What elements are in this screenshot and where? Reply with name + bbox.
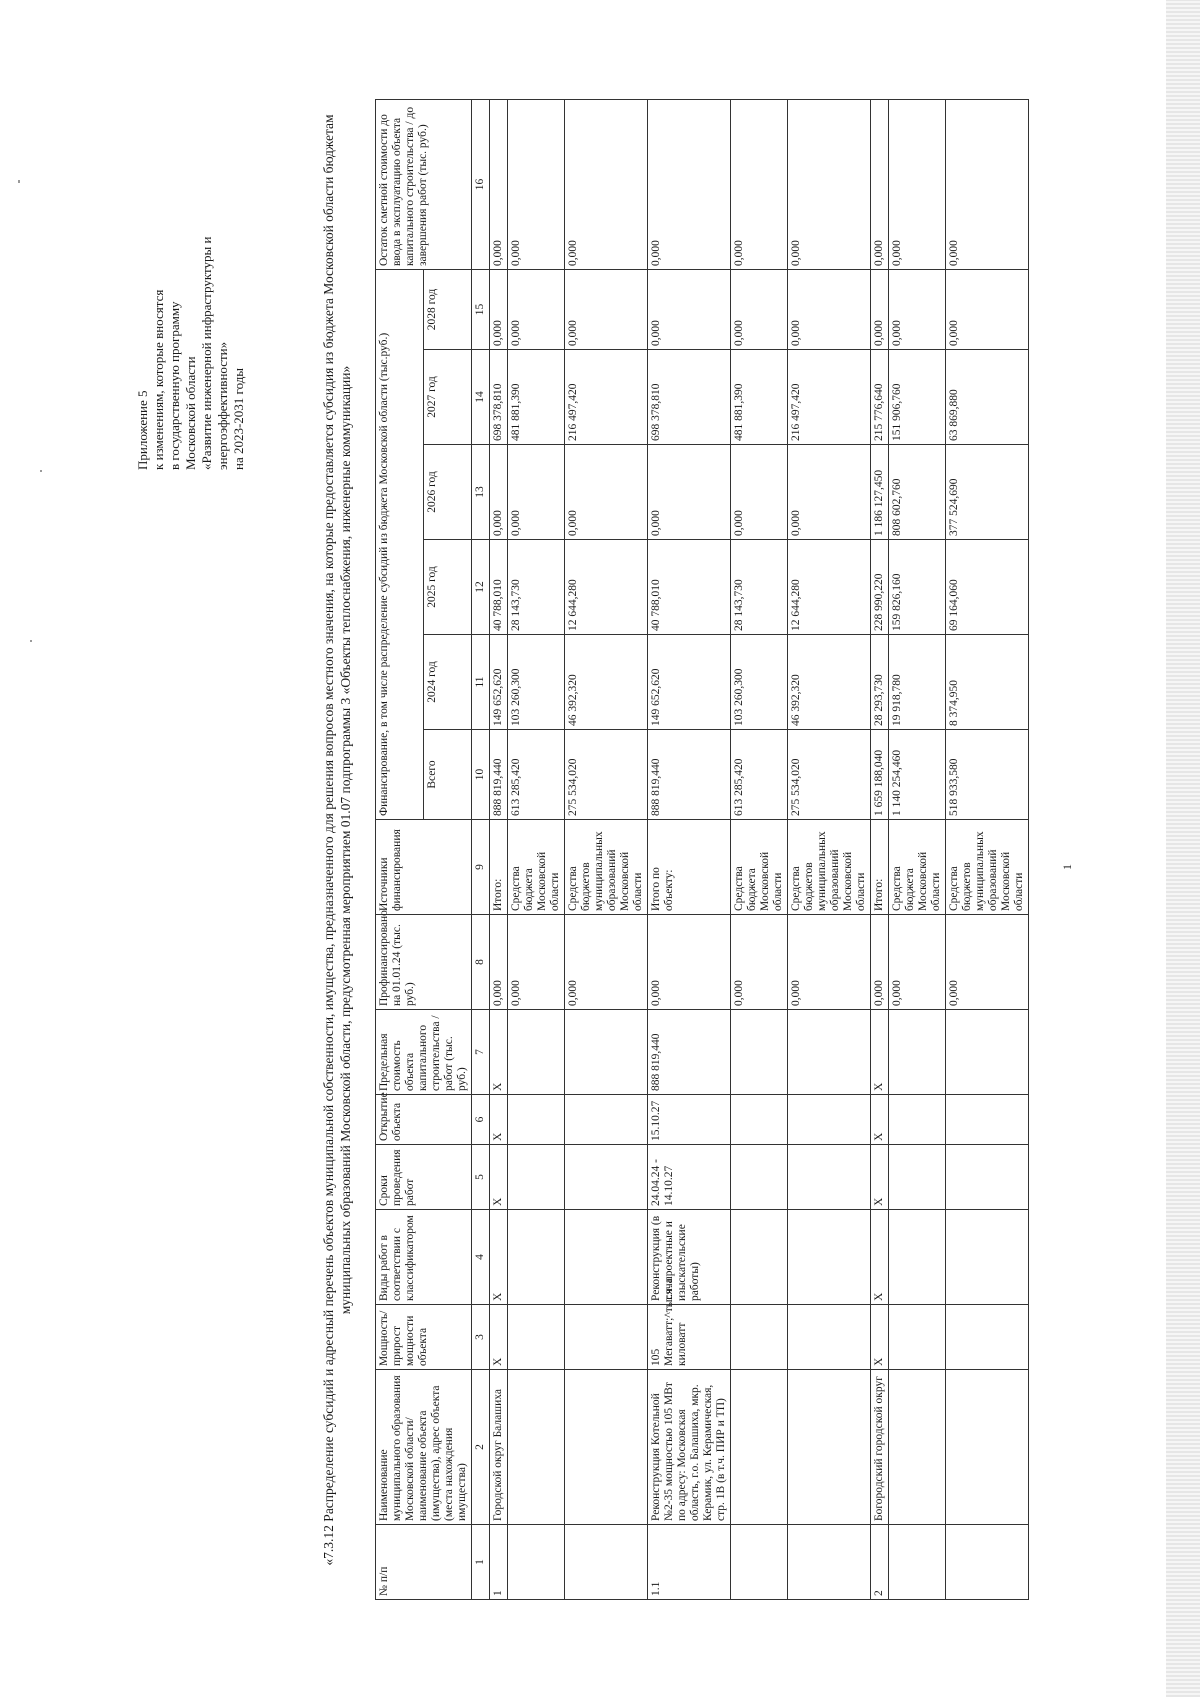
table-row (946, 100, 1029, 1600)
table-cell-n (889, 1525, 946, 1600)
table-cell-n: 1.1 (648, 1525, 731, 1600)
column-number-cell: 5 (472, 1145, 490, 1210)
table-cell-y2027: 698 378,810 (490, 350, 508, 445)
subsidy-table (375, 99, 1029, 1600)
table-cell-n (508, 1525, 565, 1600)
column-number-cell: 15 (472, 270, 490, 350)
column-number-cell: 8 (472, 915, 490, 1010)
table-cell-limit (889, 1010, 946, 1095)
table-cell-rest: 0,000 (648, 100, 731, 270)
table-cell-cap: Х (871, 1305, 889, 1370)
table-cell-y2025: 28 143,730 (731, 540, 788, 635)
header-cell: Источники финансирования (376, 820, 472, 915)
table-cell-terms: Х (871, 1145, 889, 1210)
table-cell-y2028: 0,000 (648, 270, 731, 350)
header-cell: Остаток сметной стоимости до ввода в эксплуатацию объекта капитального строительства / до завершения работ (тыс. руб.) (376, 100, 472, 270)
table-cell-src: Средства бюджета Московской области (508, 820, 565, 915)
table-cell-y2027: 481 881,390 (731, 350, 788, 445)
table-cell-y2027: 215 776,640 (871, 350, 889, 445)
table-cell-limit (731, 1010, 788, 1095)
table-cell-limit (946, 1010, 1029, 1095)
table-cell-works: Реконструкция (в т.ч. проектные и изыскательские работы) (648, 1210, 731, 1305)
table-cell-terms (889, 1145, 946, 1210)
title-line: «7.3.12 Распределение субсидий и адресный перечень объектов муниципальной собственности, имущества, предназначенного для решения вопросов местного значения, на которые предоставляется субсидия из бюджета Московской области бюджетам (321, 114, 336, 1566)
header-cell: Виды работ в соответствии с классификатором (376, 1210, 472, 1305)
table-cell-open (889, 1095, 946, 1145)
table-cell-name (731, 1370, 788, 1525)
header-cell: 2026 год (424, 445, 472, 540)
table-body (490, 100, 1029, 1600)
table-cell-name (788, 1370, 871, 1525)
table-cell-y2025: 69 164,060 (946, 540, 1029, 635)
header-cell: 2024 год (424, 635, 472, 730)
table-cell-terms (508, 1145, 565, 1210)
table-cell-n (788, 1525, 871, 1600)
table-cell-total: 613 285,420 (731, 730, 788, 820)
table-cell-terms: 24.04.24 - 14.10.27 (648, 1145, 731, 1210)
table-cell-y2024: 46 392,320 (788, 635, 871, 730)
table-cell-terms (565, 1145, 648, 1210)
column-number-cell: 6 (472, 1095, 490, 1145)
table-cell-y2028: 0,000 (731, 270, 788, 350)
table-cell-y2028: 0,000 (889, 270, 946, 350)
table-cell-name (946, 1370, 1029, 1525)
scan-edge (1166, 0, 1200, 1697)
table-cell-works: Х (490, 1210, 508, 1305)
table-cell-y2024: 149 652,620 (490, 635, 508, 730)
header-group-cell: Финансирование, в том числе распределение субсидий из бюджета Московской области (тыс.руб.) (376, 270, 424, 820)
table-cell-y2027: 63 869,880 (946, 350, 1029, 445)
table-cell-financed: 0,000 (889, 915, 946, 1010)
table-cell-y2026: 0,000 (731, 445, 788, 540)
table-cell-n: 2 (871, 1525, 889, 1600)
appendix-line: на 2023-2031 годы (231, 367, 246, 470)
table-cell-name: Реконструкция Котельной №2-35 мощностью 105 МВт по адресу: Московская область, г.о. Балашиха, мкр. Керамик, ул. Керамическая, стр. 1В (в т.ч. ПИР и ТП) (648, 1370, 731, 1525)
column-number-cell: 12 (472, 540, 490, 635)
table-cell-rest: 0,000 (946, 100, 1029, 270)
table-cell-src: Итого: (871, 820, 889, 915)
table-cell-y2024: 103 260,300 (731, 635, 788, 730)
table-cell-cap: Х (490, 1305, 508, 1370)
table-row (889, 100, 946, 1600)
table-cell-y2026: 0,000 (508, 445, 565, 540)
table-cell-cap (788, 1305, 871, 1370)
table-cell-rest: 0,000 (565, 100, 648, 270)
table-cell-src: Средства бюджетов муниципальных образований Московской области (565, 820, 648, 915)
table-cell-name: Богородский городской округ (871, 1370, 889, 1525)
column-number-cell: 14 (472, 350, 490, 445)
column-number-cell: 16 (472, 100, 490, 270)
table-cell-y2025: 40 788,010 (648, 540, 731, 635)
table-cell-cap (946, 1305, 1029, 1370)
table-cell-total: 275 534,020 (788, 730, 871, 820)
table-cell-y2027: 216 497,420 (565, 350, 648, 445)
table-cell-limit (788, 1010, 871, 1095)
table-cell-works (565, 1210, 648, 1305)
table-row (871, 100, 889, 1600)
rotated-document-page (60, 60, 1100, 1640)
table-cell-total: 613 285,420 (508, 730, 565, 820)
table-cell-cap (731, 1305, 788, 1370)
table-cell-works (788, 1210, 871, 1305)
table-cell-y2024: 103 260,300 (508, 635, 565, 730)
table-cell-rest: 0,000 (508, 100, 565, 270)
table-cell-y2024: 28 293,730 (871, 635, 889, 730)
table-cell-total: 888 819,440 (490, 730, 508, 820)
table-cell-cap (508, 1305, 565, 1370)
table-cell-src: Средства бюджета Московской области (731, 820, 788, 915)
table-cell-cap (889, 1305, 946, 1370)
column-number-cell: 1 (472, 1525, 490, 1600)
table-cell-financed: 0,000 (565, 915, 648, 1010)
column-number-cell: 11 (472, 635, 490, 730)
table-cell-name: Городской округ Балашиха (490, 1370, 508, 1525)
table-cell-name (565, 1370, 648, 1525)
table-cell-financed: 0,000 (871, 915, 889, 1010)
table-row (565, 100, 648, 1600)
table-cell-y2028: 0,000 (565, 270, 648, 350)
table-cell-y2028: 0,000 (788, 270, 871, 350)
header-cell: Всего (424, 730, 472, 820)
table-cell-open (788, 1095, 871, 1145)
table-cell-y2028: 0,000 (490, 270, 508, 350)
appendix-line: в государственную программу (167, 301, 182, 470)
table-cell-financed: 0,000 (648, 915, 731, 1010)
scan-speck (18, 180, 20, 183)
table-cell-y2027: 216 497,420 (788, 350, 871, 445)
table-cell-financed: 0,000 (490, 915, 508, 1010)
table-cell-limit: 888 819,440 (648, 1010, 731, 1095)
table-cell-terms (731, 1145, 788, 1210)
column-number-cell: 4 (472, 1210, 490, 1305)
table-cell-y2026: 377 524,690 (946, 445, 1029, 540)
table-cell-n (731, 1525, 788, 1600)
table-cell-open (946, 1095, 1029, 1145)
table-cell-y2025: 12 644,280 (788, 540, 871, 635)
appendix-note (135, 90, 247, 470)
table-cell-src: Средства бюджетов муниципальных образований Московской области (788, 820, 871, 915)
table-cell-y2028: 0,000 (508, 270, 565, 350)
table-cell-y2024: 19 918,780 (889, 635, 946, 730)
scan-speck (40, 470, 42, 472)
table-cell-name (889, 1370, 946, 1525)
header-cell: Наименование муниципального образования Московской области/наименование объекта (имущества), адрес объекта (места нахождения имущества) (376, 1370, 472, 1525)
table-cell-total: 275 534,020 (565, 730, 648, 820)
appendix-line: «Развитие инженерной инфраструктуры и (199, 236, 214, 470)
table-cell-y2026: 808 602,760 (889, 445, 946, 540)
table-container (375, 100, 1029, 1600)
table-cell-financed: 0,000 (508, 915, 565, 1010)
column-number-cell: 2 (472, 1370, 490, 1525)
column-number-cell: 3 (472, 1305, 490, 1370)
table-cell-rest: 0,000 (490, 100, 508, 270)
column-number-row (472, 100, 490, 1600)
table-cell-cap (565, 1305, 648, 1370)
table-cell-y2024: 46 392,320 (565, 635, 648, 730)
table-cell-rest: 0,000 (871, 100, 889, 270)
table-cell-terms (946, 1145, 1029, 1210)
page-number: 1 (1060, 864, 1074, 870)
header-cell: Открытие объекта (376, 1095, 472, 1145)
header-cell: Сроки проведения работ (376, 1145, 472, 1210)
table-row (731, 100, 788, 1600)
table-cell-y2027: 151 906,760 (889, 350, 946, 445)
table-cell-y2028: 0,000 (946, 270, 1029, 350)
header-cell: Профинансировано на 01.01.24 (тыс. руб.) (376, 915, 472, 1010)
column-number-cell: 10 (472, 730, 490, 820)
header-cell: 2027 год (424, 350, 472, 445)
scan-speck (30, 640, 32, 642)
table-cell-open: 15.10.27 (648, 1095, 731, 1145)
table-cell-n (946, 1525, 1029, 1600)
table-cell-y2024: 149 652,620 (648, 635, 731, 730)
header-cell: Предельная стоимость объекта капитального строительства / работ (тыс. руб.) (376, 1010, 472, 1095)
table-cell-limit: Х (490, 1010, 508, 1095)
table-cell-works (731, 1210, 788, 1305)
table-cell-y2027: 698 378,810 (648, 350, 731, 445)
table-cell-y2026: 0,000 (490, 445, 508, 540)
table-cell-y2025: 159 826,160 (889, 540, 946, 635)
table-cell-n: 1 (490, 1525, 508, 1600)
table-cell-open: Х (490, 1095, 508, 1145)
appendix-line: к изменениям, которые вносятся (151, 289, 166, 470)
table-cell-src: Итого по объекту: (648, 820, 731, 915)
table-cell-y2025: 28 143,730 (508, 540, 565, 635)
table-cell-rest: 0,000 (788, 100, 871, 270)
table-cell-total: 518 933,580 (946, 730, 1029, 820)
table-cell-src: Средства бюджета Московской области (889, 820, 946, 915)
table-cell-name (508, 1370, 565, 1525)
table-cell-terms (788, 1145, 871, 1210)
table-cell-src: Средства бюджетов муниципальных образований Московской области (946, 820, 1029, 915)
table-cell-y2025: 40 788,010 (490, 540, 508, 635)
table-cell-open: Х (871, 1095, 889, 1145)
table-cell-financed: 0,000 (731, 915, 788, 1010)
column-number-cell: 13 (472, 445, 490, 540)
header-row (376, 100, 424, 1600)
table-cell-works: Х (871, 1210, 889, 1305)
table-cell-open (565, 1095, 648, 1145)
table-cell-y2028: 0,000 (871, 270, 889, 350)
table-cell-rest: 0,000 (731, 100, 788, 270)
table-cell-terms: Х (490, 1145, 508, 1210)
header-cell: 2025 год (424, 540, 472, 635)
table-cell-y2024: 8 374,950 (946, 635, 1029, 730)
table-cell-works (508, 1210, 565, 1305)
header-cell: Мощность/ прирост мощности объекта (376, 1305, 472, 1370)
table-cell-y2026: 0,000 (648, 445, 731, 540)
table-cell-n (565, 1525, 648, 1600)
table-cell-works (946, 1210, 1029, 1305)
table-cell-total: 1 140 254,460 (889, 730, 946, 820)
header-cell: № п/п (376, 1525, 472, 1600)
document-title (320, 80, 354, 1600)
table-cell-y2025: 228 990,220 (871, 540, 889, 635)
table-row (788, 100, 871, 1600)
table-row (490, 100, 508, 1600)
table-cell-y2026: 0,000 (788, 445, 871, 540)
table-cell-limit (508, 1010, 565, 1095)
table-cell-financed: 0,000 (788, 915, 871, 1010)
table-cell-y2027: 481 881,390 (508, 350, 565, 445)
table-cell-rest: 0,000 (889, 100, 946, 270)
appendix-line: энергоэффективности» (215, 341, 230, 470)
appendix-line: Московской области (183, 356, 198, 470)
table-cell-total: 1 659 188,040 (871, 730, 889, 820)
column-number-cell: 7 (472, 1010, 490, 1095)
table-row (508, 100, 565, 1600)
table-cell-financed: 0,000 (946, 915, 1029, 1010)
table-cell-works (889, 1210, 946, 1305)
table-cell-limit (565, 1010, 648, 1095)
table-cell-open (731, 1095, 788, 1145)
column-number-cell: 9 (472, 820, 490, 915)
appendix-line: Приложение 5 (135, 390, 150, 470)
table-cell-src: Итого: (490, 820, 508, 915)
table-cell-y2026: 1 186 127,450 (871, 445, 889, 540)
table-cell-total: 888 819,440 (648, 730, 731, 820)
table-cell-cap: 105 Мегаватт;^тысяча киловатт (648, 1305, 731, 1370)
table-row (648, 100, 731, 1600)
title-line: муниципальных образований Московской области, предусмотренная мероприятием 01.07 подпрограммы 3 «Объекты теплоснабжения, инженерные коммуникации» (338, 365, 353, 1315)
table-cell-open (508, 1095, 565, 1145)
table-cell-y2025: 12 644,280 (565, 540, 648, 635)
table-cell-limit: Х (871, 1010, 889, 1095)
header-cell: 2028 год (424, 270, 472, 350)
table-cell-y2026: 0,000 (565, 445, 648, 540)
